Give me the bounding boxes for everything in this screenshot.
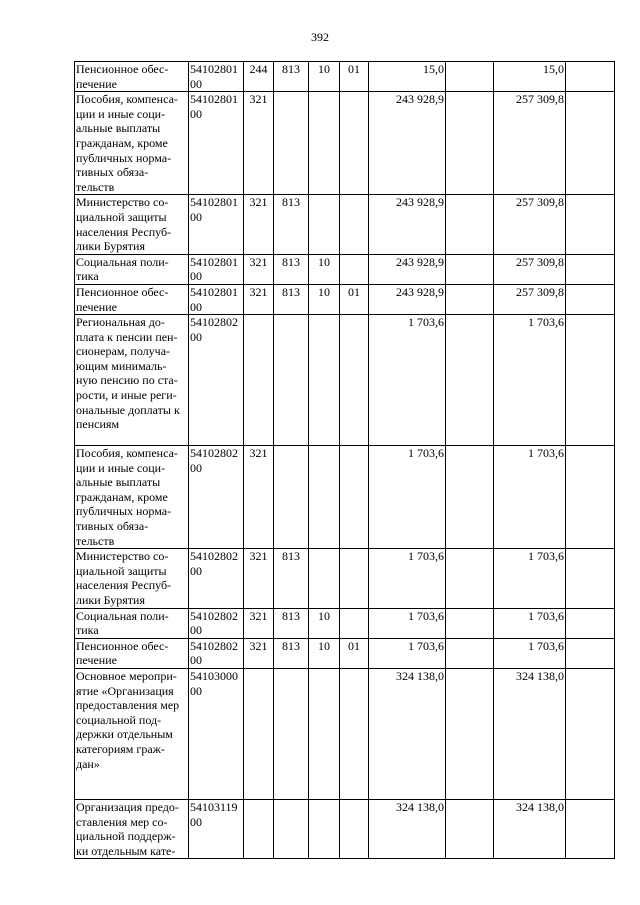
cell-name: Социальная поли- тика [75, 608, 189, 638]
cell-empty [566, 549, 615, 608]
cell-expense-type: 321 [244, 446, 274, 549]
cell-empty [446, 446, 494, 549]
cell-target-code: 54102801 00 [189, 92, 244, 195]
cell-section [309, 446, 340, 549]
cell-name: Организация предо- ставления мер со- циальной поддерж- ки отдельным кате- [75, 800, 189, 859]
cell-empty [566, 669, 615, 800]
cell-subsection: 01 [340, 284, 369, 314]
table-row [75, 315, 615, 446]
table-row [75, 446, 615, 549]
cell-section [309, 800, 340, 859]
cell-amount-1: 1 703,6 [369, 638, 446, 668]
cell-amount-2: 1 703,6 [494, 638, 566, 668]
cell-amount-1: 324 138,0 [369, 669, 446, 800]
cell-ministry-code [274, 92, 309, 195]
cell-section [309, 669, 340, 800]
cell-empty [446, 315, 494, 446]
cell-name: Пособия, компенса- ции и иные соци- альные выплаты гражданам, кроме публичных норма- тивных обяза- тельств [75, 446, 189, 549]
cell-empty [566, 254, 615, 284]
cell-name: Пенсионное обес- печение [75, 62, 189, 92]
cell-subsection [340, 549, 369, 608]
cell-amount-1: 1 703,6 [369, 549, 446, 608]
cell-target-code: 54102801 00 [189, 195, 244, 254]
cell-empty [446, 638, 494, 668]
cell-empty [446, 92, 494, 195]
cell-name: Министерство со- циальной защиты населения Респуб- лики Бурятия [75, 549, 189, 608]
budget-table [74, 61, 615, 859]
cell-amount-2: 324 138,0 [494, 669, 566, 800]
cell-ministry-code: 813 [274, 254, 309, 284]
cell-subsection [340, 446, 369, 549]
cell-expense-type [244, 315, 274, 446]
cell-section [309, 92, 340, 195]
cell-name: Пенсионное обес- печение [75, 638, 189, 668]
cell-ministry-code: 813 [274, 549, 309, 608]
cell-section [309, 195, 340, 254]
table-row [75, 92, 615, 195]
cell-empty [446, 284, 494, 314]
cell-ministry-code: 813 [274, 608, 309, 638]
cell-ministry-code: 813 [274, 284, 309, 314]
table-row [75, 284, 615, 314]
cell-empty [566, 446, 615, 549]
cell-ministry-code [274, 669, 309, 800]
table-row [75, 638, 615, 668]
cell-amount-1: 1 703,6 [369, 315, 446, 446]
cell-name: Региональная до- плата к пенсии пен- сионерам, получа- ющим минималь- ную пенсию по ста- рости, и иные реги- ональные доплаты к пенсиям [75, 315, 189, 446]
page-number: 392 [311, 30, 329, 44]
cell-target-code: 54102802 00 [189, 608, 244, 638]
cell-empty [446, 62, 494, 92]
cell-target-code: 54102802 00 [189, 446, 244, 549]
cell-expense-type: 321 [244, 254, 274, 284]
cell-name: Пенсионное обес- печение [75, 284, 189, 314]
cell-section: 10 [309, 608, 340, 638]
cell-section: 10 [309, 638, 340, 668]
table-row [75, 549, 615, 608]
cell-target-code: 54102802 00 [189, 315, 244, 446]
cell-expense-type: 321 [244, 284, 274, 314]
cell-empty [566, 315, 615, 446]
cell-target-code: 54103119 00 [189, 800, 244, 859]
cell-target-code: 54103000 00 [189, 669, 244, 800]
cell-ministry-code [274, 315, 309, 446]
cell-target-code: 54102801 00 [189, 62, 244, 92]
cell-ministry-code: 813 [274, 638, 309, 668]
cell-subsection [340, 92, 369, 195]
cell-amount-2: 257 309,8 [494, 284, 566, 314]
cell-ministry-code: 813 [274, 195, 309, 254]
cell-expense-type: 244 [244, 62, 274, 92]
cell-expense-type: 321 [244, 549, 274, 608]
cell-section: 10 [309, 62, 340, 92]
cell-target-code: 54102801 00 [189, 254, 244, 284]
cell-ministry-code: 813 [274, 62, 309, 92]
cell-amount-2: 1 703,6 [494, 608, 566, 638]
cell-amount-1: 243 928,9 [369, 195, 446, 254]
cell-name: Основное меропри- ятие «Организация предоставления мер социальной под- держки отдельным категориям граж- дан» [75, 669, 189, 800]
cell-expense-type [244, 800, 274, 859]
cell-expense-type [244, 669, 274, 800]
cell-subsection [340, 195, 369, 254]
cell-target-code: 54102802 00 [189, 549, 244, 608]
cell-expense-type: 321 [244, 195, 274, 254]
cell-empty [566, 92, 615, 195]
table-row [75, 195, 615, 254]
cell-expense-type: 321 [244, 92, 274, 195]
table-row [75, 669, 615, 800]
cell-amount-2: 324 138,0 [494, 800, 566, 859]
cell-amount-1: 1 703,6 [369, 446, 446, 549]
cell-amount-1: 1 703,6 [369, 608, 446, 638]
cell-name: Министерство со- циальной защиты населения Респуб- лики Бурятия [75, 195, 189, 254]
cell-ministry-code [274, 800, 309, 859]
cell-expense-type: 321 [244, 638, 274, 668]
cell-amount-2: 257 309,8 [494, 254, 566, 284]
cell-amount-1: 243 928,9 [369, 254, 446, 284]
cell-subsection [340, 254, 369, 284]
table-row [75, 608, 615, 638]
cell-amount-1: 243 928,9 [369, 284, 446, 314]
cell-empty [566, 62, 615, 92]
cell-section [309, 549, 340, 608]
cell-name: Пособия, компенса- ции и иные соци- альные выплаты гражданам, кроме публичных норма- тивных обяза- тельств [75, 92, 189, 195]
cell-empty [566, 608, 615, 638]
table-row [75, 800, 615, 859]
cell-empty [566, 800, 615, 859]
table-row [75, 254, 615, 284]
cell-amount-2: 1 703,6 [494, 549, 566, 608]
cell-target-code: 54102801 00 [189, 284, 244, 314]
cell-section: 10 [309, 284, 340, 314]
cell-amount-2: 257 309,8 [494, 195, 566, 254]
cell-section [309, 315, 340, 446]
cell-empty [446, 669, 494, 800]
cell-ministry-code [274, 446, 309, 549]
table-row [75, 62, 615, 92]
cell-empty [566, 284, 615, 314]
cell-subsection [340, 669, 369, 800]
cell-empty [566, 638, 615, 668]
cell-empty [446, 549, 494, 608]
cell-name: Социальная поли- тика [75, 254, 189, 284]
cell-subsection [340, 800, 369, 859]
cell-subsection: 01 [340, 62, 369, 92]
cell-empty [446, 608, 494, 638]
cell-amount-1: 15,0 [369, 62, 446, 92]
cell-amount-2: 15,0 [494, 62, 566, 92]
cell-expense-type: 321 [244, 608, 274, 638]
cell-empty [566, 195, 615, 254]
cell-amount-1: 243 928,9 [369, 92, 446, 195]
cell-amount-2: 1 703,6 [494, 446, 566, 549]
cell-subsection [340, 608, 369, 638]
cell-empty [446, 254, 494, 284]
cell-empty [446, 800, 494, 859]
cell-empty [446, 195, 494, 254]
cell-target-code: 54102802 00 [189, 638, 244, 668]
cell-amount-2: 257 309,8 [494, 92, 566, 195]
cell-amount-2: 1 703,6 [494, 315, 566, 446]
cell-section: 10 [309, 254, 340, 284]
cell-subsection [340, 315, 369, 446]
cell-subsection: 01 [340, 638, 369, 668]
cell-amount-1: 324 138,0 [369, 800, 446, 859]
